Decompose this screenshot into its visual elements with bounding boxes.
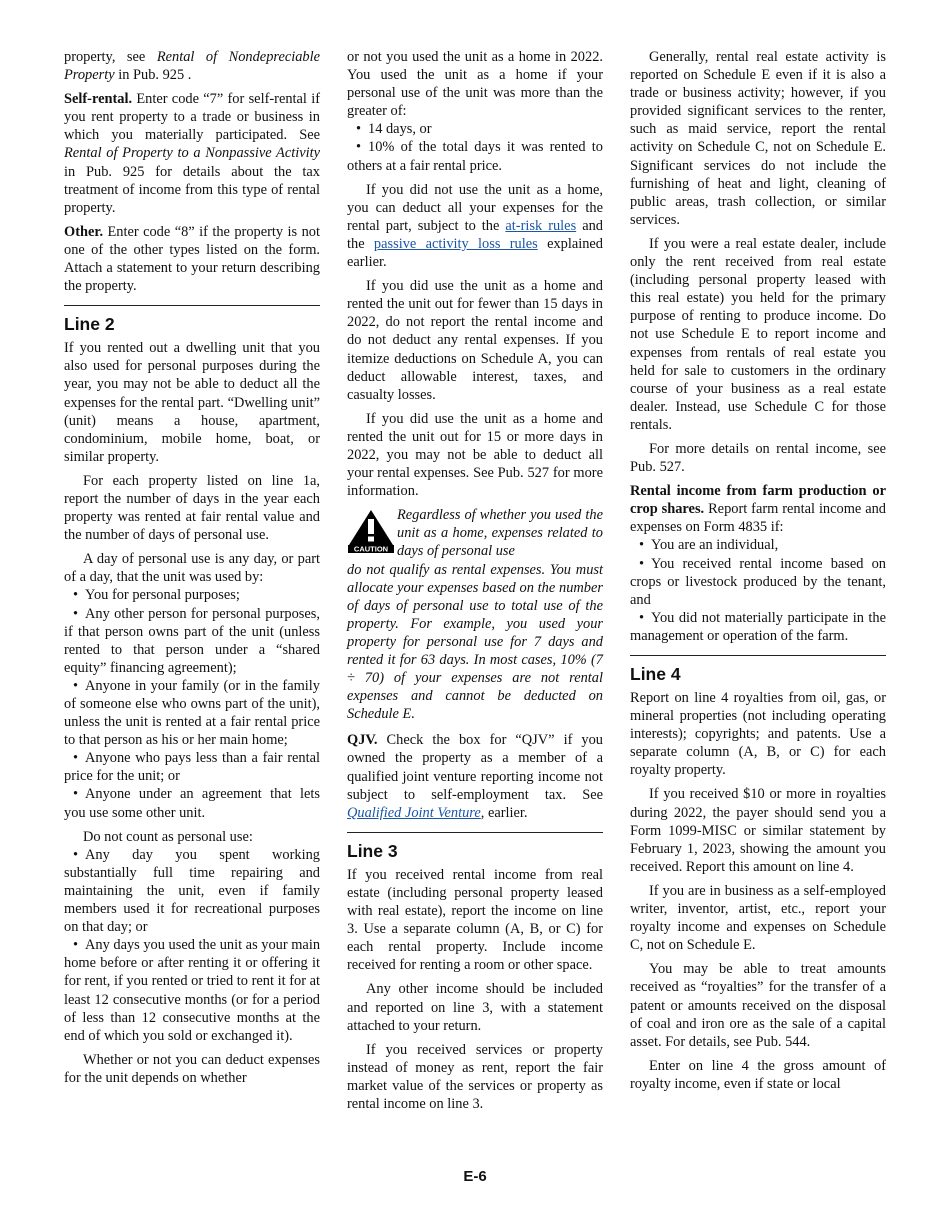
- paragraph: Whether or not you can deduct expenses for the unit depends on whether: [64, 1051, 320, 1086]
- paragraph: property, see Rental of Nondepreciable Property in Pub. 925 .: [64, 49, 320, 84]
- list-item: • Anyone under an agreement that lets you use some other unit.: [64, 786, 320, 821]
- section-divider: [347, 832, 603, 833]
- section-divider: [630, 655, 886, 656]
- list-item: • Any day you spent working substantially full time repairing and maintaining the unit, even if family members used it for recreational purposes on that day; or: [64, 846, 320, 936]
- qjv-paragraph: QJV. Check the box for “QJV” if you owned the property as a member of a qualified joint venture reporting income not subject to self-employment tax. See Qualified Joint Venture, earlier.: [347, 732, 603, 821]
- paragraph: A day of personal use is any day, or part of a day, that the unit was used by:: [64, 551, 320, 586]
- run-in-heading: Rental income from farm production or crop shares.: [630, 483, 886, 518]
- qualified-joint-venture-link[interactable]: Qualified Joint Venture: [347, 804, 481, 821]
- list-item: • You for personal purposes;: [73, 587, 240, 604]
- page-number: E-6: [463, 1168, 487, 1185]
- caution-box: [347, 506, 603, 560]
- paragraph: Generally, rental real estate activity is reported on Schedule E even if it is also a trade or business activity; however, if you provided significant services to the renter, such as maid service, report the rental activity on Schedule C, not on Schedule E. Significant services do not include the furnishing of heat and light, cleaning of public areas, trash collection, or similar services.: [630, 49, 886, 228]
- paragraph: If you did use the unit as a home and rented the unit out for 15 or more days in 2022, you may not be able to deduct all your rental expenses. See Pub. 527 for more information.: [347, 410, 603, 500]
- paragraph: If you are in business as a self-employed writer, inventor, artist, etc., report your royalty income and expenses on Schedule C, not on Schedule E.: [630, 882, 886, 954]
- home-use-list: [347, 120, 603, 174]
- not-personal-use-list: [64, 846, 320, 1045]
- caution-label: CAUTION: [353, 544, 389, 554]
- section-divider: [64, 305, 320, 306]
- caution-icon: [347, 509, 397, 560]
- paragraph: Any other income should be included and reported on line 3, with a statement attached to your return.: [347, 981, 603, 1034]
- list-item: • 10% of the total days it was rented to others at a fair rental price.: [347, 139, 603, 174]
- list-item: • Anyone in your family (or in the family of someone else who owns part of the unit), unless the unit is rented at a fair rental price to that person as his or her main home;: [64, 677, 320, 749]
- passive-activity-loss-rules-link[interactable]: passive activity loss rules: [373, 235, 538, 252]
- paragraph: If you received services or property instead of money as rent, report the fair market value of the services or property as rental income on line 3.: [347, 1041, 603, 1112]
- list-item: • You did not materially participate in the management or operation of the farm.: [630, 609, 886, 644]
- caution-text-continued: do not qualify as rental expenses. You must allocate your expenses based on the number of days of personal use to total use of the property. For example, you used your property for personal use for 7 days and rented it for 63 days. In most cases, 10% (7 ÷ 70) of your expenses are not rental expenses and cannot be deducted on Schedule E.: [347, 561, 603, 723]
- at-risk-rules-link[interactable]: at-risk rules: [505, 217, 577, 234]
- list-item: • Any other person for personal purposes, if that person owns part of the unit (unless rented to that person under a “shared equity” financing agreement);: [64, 605, 320, 676]
- paragraph: If you did not use the unit as a home, you can deduct all your expenses for the rental part, subject to the at-risk rules and the passive activity loss rules explained earlier.: [347, 181, 604, 271]
- line-3-heading: Line 3: [347, 840, 398, 861]
- run-in-heading: Other.: [64, 223, 104, 240]
- farm-rental-paragraph: Rental income from farm production or crop shares. Report farm rental income and expenses on Form 4835 if:: [630, 483, 886, 536]
- paragraph: Report on line 4 royalties from oil, gas, or mineral properties (not including operating interests); copyrights; and patents. Use a separate column (A, B, or C) for each royalty property.: [630, 690, 886, 779]
- column-2: [347, 48, 603, 1119]
- paragraph: If you received rental income from real estate (including personal property leased with real estate), report the income on line 3. Use a separate column (A, B, or C) for each rental property. Include income received for renting a room or other space.: [347, 866, 603, 974]
- column-1: [64, 48, 320, 1093]
- paragraph: Do not count as personal use:: [83, 828, 253, 845]
- paragraph: Enter on line 4 the gross amount of royalty income, even if state or local: [630, 1057, 886, 1092]
- list-item: • Anyone who pays less than a fair rental price for the unit; or: [64, 750, 320, 785]
- caution-text: Regardless of whether you used the unit as a home, expenses related to days of personal use: [397, 507, 603, 560]
- personal-use-list: [64, 586, 320, 821]
- list-item: • You received rental income based on crops or livestock produced by the tenant, and: [630, 555, 886, 608]
- run-in-heading: Self-rental.: [64, 91, 133, 108]
- list-item: • 14 days, or: [356, 121, 432, 138]
- column-3: [630, 48, 886, 1099]
- other-paragraph: Other. Enter code “8” if the property is not one of the other types listed on the form. Attach a statement to your return describing the property.: [64, 223, 320, 295]
- line-2-heading: Line 2: [64, 314, 115, 335]
- paragraph: If you received $10 or more in royalties during 2022, the payer should send you a Form 1099-MISC or similar statement by February 1, 2023, showing the amount you received. Report this amount on line 4.: [630, 786, 886, 875]
- paragraph: If you were a real estate dealer, include only the rent received from real estate (including personal property leased with this real estate) you held for the primary purpose of renting to produce income. Do not use Schedule E to report income and expenses from rentals of real estate you held for sale to customers in the ordinary course of your business as a real estate dealer. Instead, use Schedule C for those rentals.: [630, 235, 886, 433]
- paragraph: or not you used the unit as a home in 2022. You used the unit as a home if your personal use of the unit was more than the greater of:: [347, 49, 603, 120]
- line-4-heading: Line 4: [630, 664, 681, 684]
- paragraph: For more details on rental income, see Pub. 527.: [630, 440, 886, 476]
- run-in-heading: QJV.: [347, 732, 378, 749]
- list-item: • You are an individual,: [639, 537, 779, 554]
- paragraph: For each property listed on line 1a, report the number of days in the year each property was rented at fair rental value and the number of days of personal use.: [64, 472, 320, 544]
- farm-conditions-list: [630, 536, 886, 645]
- self-rental-paragraph: Self-rental. Enter code “7” for self-rental if you rent property to a trade or business in which you materially participated. See Rental of Property to a Nonpassive Activity in Pub. 925 for details about the tax treatment of income from this type of rental property.: [64, 91, 320, 216]
- paragraph: If you rented out a dwelling unit that you also used for personal purposes during the year, you may not be able to deduct all the expenses for the rental part. “Dwelling unit” (unit) means a house, apartment, condominium, mobile home, boat, or similar property.: [64, 340, 320, 465]
- list-item: • Any days you used the unit as your main home before or after renting it or offering it for rent, if you rented or tried to rent it for at least 12 consecutive months (or for a period of less than 12 consecutive months at the end of which you sold or exchanged it).: [64, 937, 321, 1044]
- paragraph: If you did use the unit as a home and rented the unit out for fewer than 15 days in 2022, do not report the rental income and do not deduct any rental expenses. If you itemize deductions on Schedule A, you can deduct allowable interest, taxes, and casualty losses.: [347, 278, 603, 403]
- paragraph: You may be able to treat amounts received as “royalties” for the transfer of a patent or amounts received on the disposal of coal and iron ore as the sale of a capital asset. For details, see Pub. 544.: [630, 961, 886, 1050]
